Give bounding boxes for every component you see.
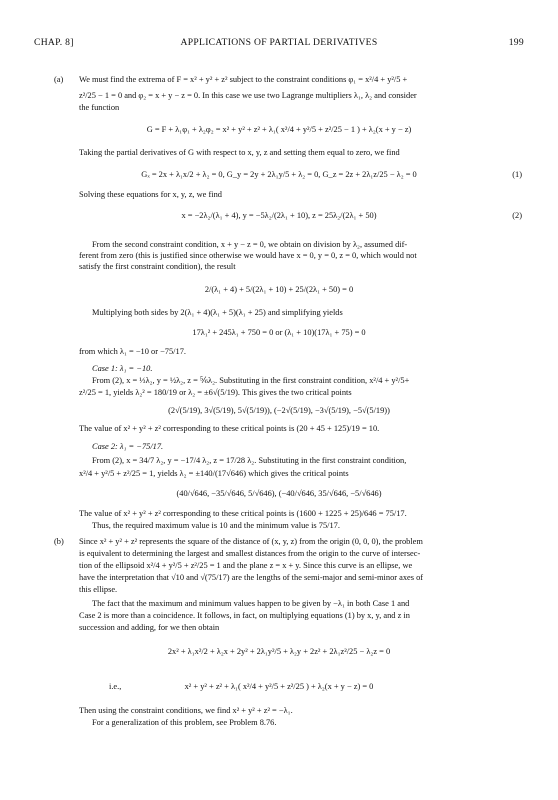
case-2-points: (40/√646, −35/√646, 5/√646), (−40/√646, 35/√646, −5/√646) — [176, 489, 382, 498]
equation-number-2: (2) — [512, 211, 522, 220]
case-1-value: The value of x² + y² + z² corresponding to these critical points is (20 + 45 + 125)/19 = 10. — [79, 424, 380, 433]
equation-partials: Gₓ = 2x + λ₁x/2 + λ₂ = 0, G_y = 2y + 2λ₁y/5 + λ₂ = 0, G_z = 2z + 2λ₁z/25 − λ₂ = 0 — [141, 170, 417, 179]
header-title: APPLICATIONS OF PARTIAL DERIVATIVES — [180, 37, 378, 48]
part-b-label: (b) — [54, 537, 64, 546]
part-b-line5: this ellipse. — [79, 585, 118, 594]
case-1-title: Case 1: λ₁ = −10. — [92, 364, 153, 373]
case-2-line1: From (2), x = 34/7 λ₂, y = −17/4 λ₂, z = 17/28 λ₂. Substituting in the first constraint condition, — [92, 456, 407, 465]
equation-ie: x² + y² + z² + λ₁( x²/4 + y²/5 + z²/25 ) + λ₂(x + y − z) = 0 — [184, 682, 374, 691]
part-a-label: (a) — [54, 75, 64, 84]
equation-G: G = F + λ₁φ₁ + λ₂φ₂ = x² + y² + z² + λ₁( x²/4 + y²/5 + z²/25 − 1 ) + λ₂(x + y − z) — [146, 125, 412, 134]
part-b-line4: have the interpretation that √10 and √(75/17) are the lengths of the semi-major and semi-minor axes of — [79, 573, 424, 582]
ie-label: i.e., — [109, 682, 122, 691]
equation-xyz: x = −2λ₂/(λ₁ + 4), y = −5λ₂/(2λ₁ + 10), z = 25λ₂/(2λ₁ + 50) — [181, 211, 377, 220]
case-1-line1: From (2), x = ⅓λ₂, y = ½λ₂, z = ⅚λ₂. Substituting in the first constraint condition, x²/4 + y²/5+ — [92, 376, 410, 385]
part-b-line3: tion of the ellipsoid x²/4 + y²/5 + z²/25 = 1 and the plane z = x + y. Since this curve is an ellipse, we — [79, 561, 413, 570]
part-a-intro-line3: the function — [79, 103, 120, 112]
case-1-line2: z²/25 = 1, yields λ₂² = 180/19 or λ₂ = ±6√(5/19). This gives the two critical points — [79, 388, 352, 397]
equation-quadratic: 17λ₁² + 245λ₁ + 750 = 0 or (λ₁ + 10)(17λ₁ + 75) = 0 — [192, 328, 366, 337]
solving-line: Solving these equations for x, y, z, we find — [79, 190, 222, 199]
part-b-line1: Since x² + y² + z² represents the square of the distance of (x, y, z) from the origin (0, 0, 0), the problem — [79, 537, 423, 546]
part-a-intro-line1: We must find the extrema of F = x² + y² + z² subject to the constraint conditions φ₁ = x²/4 + y²/5 + — [79, 75, 408, 84]
paragraph-2-line2: ferent from zero (this is justified since otherwise we would have x = 0, y = 0, z = 0, which would not — [79, 251, 417, 260]
paragraph-2-line3: satisfy the first constraint condition), the result — [79, 262, 236, 271]
conclusion-line: Thus, the required maximum value is 10 and the minimum value is 75/17. — [92, 521, 340, 530]
case-1-points: (2√(5/19), 3√(5/19), 5√(5/19)), (−2√(5/19), −3√(5/19), −5√(5/19)) — [168, 406, 390, 415]
equation-number-1: (1) — [512, 170, 522, 179]
generalization-line: For a generalization of this problem, see Problem 8.76. — [92, 718, 277, 727]
multiplying-line: Multiplying both sides by 2(λ₁ + 4)(λ₁ + 5)(λ₁ + 25) and simplifying yields — [92, 308, 343, 317]
page-number: 199 — [508, 37, 524, 48]
part-a-intro-line2: z²/25 − 1 = 0 and φ₂ = x + y − z = 0. In this case we use two Lagrange multipliers λ₁, λ₂ and consider — [79, 91, 417, 100]
equation-result: 2/(λ₁ + 4) + 5/(2λ₁ + 10) + 25/(2λ₁ + 50) = 0 — [204, 285, 354, 294]
case-2-value: The value of x² + y² + z² corresponding to these critical points is (1600 + 1225 + 25)/646 = 75/17. — [79, 509, 407, 518]
fact-line2: Case 2 is more than a coincidence. It follows, in fact, on multiplying equations (1) by x, y, and z in — [79, 611, 410, 620]
running-header — [34, 37, 524, 51]
then-line: Then using the constraint conditions, we find x² + y² + z² = −λ₁. — [79, 706, 293, 715]
fact-line3: succession and adding, for we then obtain — [79, 623, 220, 632]
case-2-line2: x²/4 + y²/5 + z²/25 = 1, yields λ₂ = ±140/(17√646) which gives the critical points — [79, 469, 349, 478]
fact-line1: The fact that the maximum and minimum values happen to be given by −λ₁ in both Case 1 and — [92, 599, 410, 608]
partials-intro: Taking the partial derivatives of G with respect to x, y, z and setting them equal to zero, we find — [79, 148, 400, 157]
part-b-line2: is equivalent to determining the largest and smallest distances from the origin to the curve of intersec- — [79, 549, 421, 558]
equation-sum: 2x² + λ₁x²/2 + λ₂x + 2y² + 2λ₁y²/5 + λ₂y + 2z² + 2λ₁z²/25 − λ₂z = 0 — [167, 647, 391, 656]
chapter-label: CHAP. 8] — [34, 37, 74, 48]
paragraph-2-line1: From the second constraint condition, x + y − z = 0, we obtain on division by λ₂, assumed dif- — [92, 240, 408, 249]
from-which-line: from which λ₁ = −10 or −75/17. — [79, 347, 186, 356]
case-2-title: Case 2: λ₁ = −75/17. — [92, 442, 164, 451]
